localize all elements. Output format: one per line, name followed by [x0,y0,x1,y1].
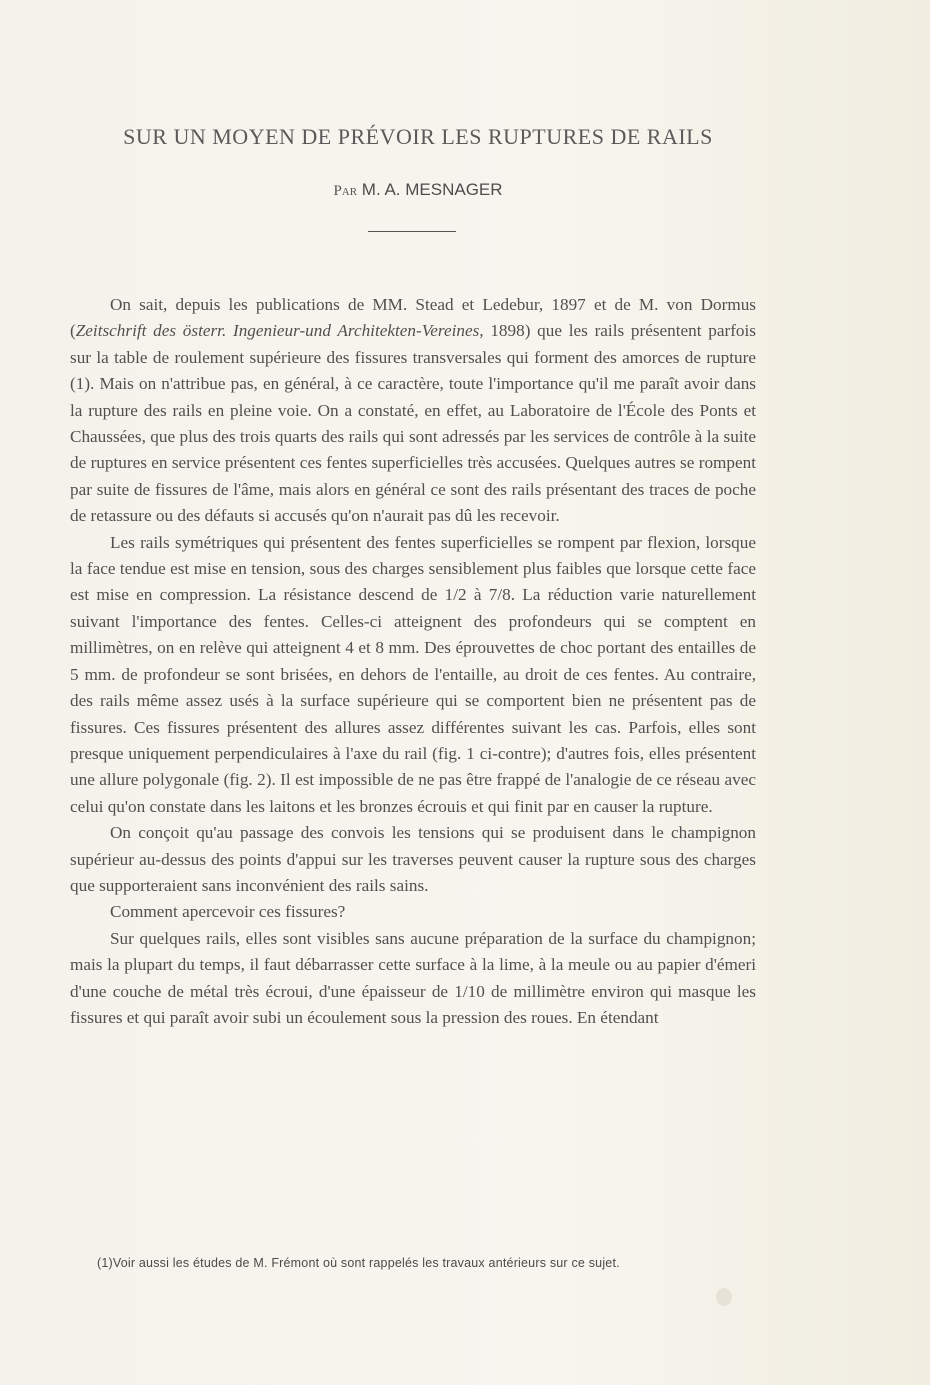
paragraph: Les rails symétriques qui présentent des fentes superficielles se rompent par flexion, lorsque la face tendue est mise en tension, sous des charges sensiblement plus faibles que lorsque cette face est mise en compression. La résistance descend de 1/2 à 7/8. La réduction varie naturellement suivant l'importance des fentes. Celles-ci atteignent des profondeurs qui se comptent en millimètres, on en relève qui atteignent 4 et 8 mm. Des éprouvettes de choc portant des entailles de 5 mm. de profondeur se sont brisées, en dehors de l'entaille, au droit de ces fentes. Au contraire, des rails même assez usés à la surface supérieure qui se comportent bien ne présentent pas de fissures. Ces fissures présentent des allures assez différentes suivant les cas. Parfois, elles sont presque uniquement perpendiculaires à l'axe du rail (fig. 1 ci-contre); d'autres fois, elles présentent une allure polygonale (fig. 2). Il est impossible de ne pas être frappé de l'analogie de ce réseau avec celui qu'on constate dans les laitons et les bronzes écrouis et qui finit par en causer la rupture. [70,532,756,816]
paragraph: Sur quelques rails, elles sont visibles sans aucune préparation de la surface du champignon; mais la plupart du temps, il faut débarrasser cette surface à la lime, à la meule ou au papier d'émeri d'une couche de métal très écroui, d'une épaisseur de 1/10 de millimètre environ qui masque les fissures et qui paraît avoir subi un écoulement sous la pression des roues. En étendant [70,928,756,1027]
title-divider [368,231,456,232]
journal-title: Zeitschrift des österr. Ingenieur-und Architekten-Vereines, [75,321,484,341]
author-name: M. A. MESNAGER [361,180,503,199]
paragraph: On conçoit qu'au passage des convois les tensions qui se produisent dans le champignon supérieur au-dessus des points d'appui sur les traverses peuvent causer la rupture sous des charges que supporteraient sans inconvénient des rails sains. [70,823,756,895]
paper-stain [716,1288,732,1306]
article-body [70,292,756,1031]
paragraph: Comment apercevoir ces fissures? [110,902,346,922]
author-line [0,180,836,200]
author-prefix: Par [333,183,358,199]
article-title: SUR UN MOYEN DE PRÉVOIR LES RUPTURES DE RAILS [123,124,713,149]
paragraph [70,292,756,530]
paragraph-intro: On sait, depuis les publications de MM. Stead et Ledebur, 1897 et de M. von Dormus ( [70,295,756,341]
paragraph-rest: 1898) que les rails présentent parfois sur la table de roulement supérieure des fissures transversales qui forment des amorces de rupture (1). Mais on n'attribue pas, en général, à ce caractère, toute l'importance qu'il me paraît avoir dans la rupture des rails en pleine voie. On a constaté, en effet, au Laboratoire de l'École des Ponts et Chaussées, que plus des trois quarts des rails qui sont adressés par les services de contrôle à la suite de ruptures en service présentent ces fentes superficielles très accusées. Quelques autres se rompent par suite de fissures de l'âme, mais alors en général ce sont des rails présentant des traces de poche de retassure ou des défauts si accusés qu'on n'aurait pas dû les recevoir. [70,321,756,526]
footnote: (1)Voir aussi les études de M. Frémont où sont rappelés les travaux antérieurs sur ce sujet. [97,1256,620,1270]
